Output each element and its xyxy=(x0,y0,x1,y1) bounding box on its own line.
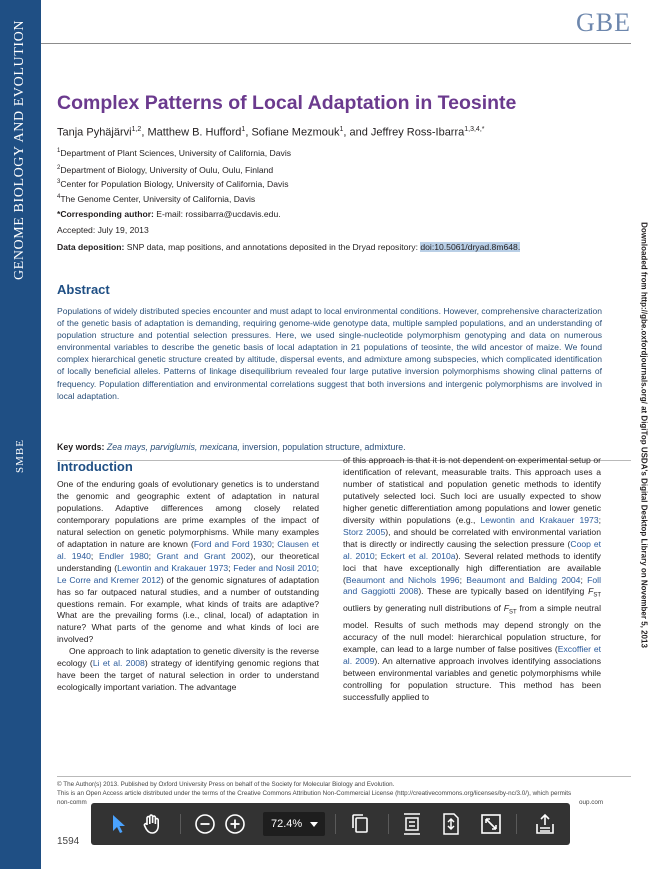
text-run: One of the enduring goals of evolutionary genetics is to understand the genomic and geographic extent of adaptation in natural populations. Adaptive differences among closely related contemporary populations are prime examples of the impact of natural selection on genetic polymorphisms. While many examples of adaptation in nature are known ( xyxy=(57,479,319,549)
text-column-right xyxy=(343,455,601,704)
toolbar-separator xyxy=(335,814,336,834)
zoom-level-value: 72.4% xyxy=(271,818,303,830)
keywords-italic: Zea mays, parviglumis, mexicana, xyxy=(104,442,240,452)
download-icon xyxy=(534,813,556,835)
citation-link[interactable]: Ford and Ford 1930 xyxy=(193,538,272,549)
citation-link[interactable]: Beaumont and Balding 2004 xyxy=(466,574,581,585)
zoom-level-select[interactable] xyxy=(263,812,325,836)
zoom-in-button[interactable] xyxy=(219,803,251,845)
society-name: SMBE xyxy=(14,439,26,473)
toolbar-separator xyxy=(388,814,389,834)
fit-width-icon xyxy=(441,812,461,836)
copy-pages-icon xyxy=(350,813,370,835)
author-affiliation: 1 xyxy=(339,126,344,133)
text-run: ; xyxy=(580,574,588,585)
text-run: ; xyxy=(374,550,381,561)
select-pointer-icon xyxy=(109,814,127,834)
author-affiliation: 1,3,4, xyxy=(464,126,482,133)
article-title: Complex Patterns of Local Adaptation in Teosinte xyxy=(57,92,517,114)
author-list xyxy=(57,126,485,139)
license-line-end: oup.com xyxy=(579,799,604,806)
pdf-toolbar xyxy=(91,803,570,845)
license-line: This is an Open Access article distributed under the terms of the Creative Commons Attribution Non-Commercial License (http://creativecommons.org/licenses/by-nc/3.0/), which permits xyxy=(57,790,572,797)
text-run: outliers by generating null distributions of xyxy=(343,603,504,614)
citation-link[interactable]: Grant and Grant 2002 xyxy=(156,550,251,561)
author-name: Jeffrey Ross-Ibarra xyxy=(370,126,465,139)
paragraph xyxy=(343,455,601,704)
toolbar-separator xyxy=(180,814,181,834)
text-run: ) of the genomic signatures of adaptation has so far outpaced natural studies, and a number of outstanding questions remain. For example, what kinds of traits are adaptive? What are the prevailing forms (i.e., clinal, local) of adaptation in nature? What parts of the genome and what kinds of loci are involved? xyxy=(57,574,319,645)
text-run: ; xyxy=(459,574,467,585)
author-separator: , xyxy=(141,126,148,139)
citation-link[interactable]: Feder and Nosil 2010 xyxy=(233,562,317,573)
text-column-left xyxy=(57,479,319,694)
citation-link[interactable]: Lewontin and Krakauer 1973 xyxy=(480,514,599,525)
text-run: ). An alternative approach involves identifying associations between environmental variables and genetic polymorphisms while controlling for population structure. This method has been successfully applied to xyxy=(343,655,601,702)
copyright-line: © The Author(s) 2013. Published by Oxford University Press on behalf of the Society for Molecular Biology and Evolution. xyxy=(57,781,395,788)
introduction-heading: Introduction xyxy=(57,459,133,474)
paragraph xyxy=(57,479,319,646)
citation-link[interactable]: Endler 1980 xyxy=(98,550,149,561)
author-affiliation: 1 xyxy=(241,126,246,133)
download-note: Downloaded from http://gbe.oxfordjournals.org/ at DigiTop USDA's Digital Desktop Library on November 5, 2013 xyxy=(639,222,649,648)
fit-page-icon xyxy=(402,812,422,836)
citation-link[interactable]: Clausen et al. 1940 xyxy=(57,538,319,561)
affiliation-text: The Genome Center, University of California, Davis xyxy=(60,194,256,204)
affiliation-line xyxy=(57,179,289,189)
page-number: 1594 xyxy=(57,836,80,847)
citation-link[interactable]: Coop et al. 2010 xyxy=(343,538,601,561)
text-run: ; xyxy=(316,562,319,573)
affiliation-text: Center for Population Biology, University of California, Davis xyxy=(60,179,289,189)
toolbar-separator xyxy=(516,814,517,834)
hand-tool-button[interactable] xyxy=(133,803,171,845)
author-affiliation: 1,2 xyxy=(131,126,142,133)
text-run: ; xyxy=(228,562,234,573)
text-run: ; xyxy=(271,538,278,549)
math-subscript: ST xyxy=(508,609,517,616)
citation-link[interactable]: Eckert et al. 2010a xyxy=(380,550,456,561)
affiliation-line xyxy=(57,148,291,158)
download-button[interactable] xyxy=(528,803,562,845)
author-name: Sofiane Mezmouk xyxy=(251,126,340,139)
affiliation-number: 4 xyxy=(57,194,61,201)
text-run: ), our theoretical understanding ( xyxy=(57,550,319,573)
citation-link[interactable]: Excoffier et al. 2009 xyxy=(343,643,601,666)
citation-link[interactable]: Lewontin and Krakauer 1973 xyxy=(117,562,229,573)
text-run: ; xyxy=(90,550,99,561)
affiliation-number: 3 xyxy=(57,179,61,186)
doi-link[interactable]: doi:10.5061/dryad.8m648. xyxy=(420,242,521,252)
affiliation-line xyxy=(57,165,273,175)
journal-logo: GBE xyxy=(576,8,631,37)
text-run: ) strategy of identifying genomic regions that have been the target of natural selection in order to understand ecologically important variation. The advantage xyxy=(57,658,320,693)
citation-link[interactable]: Li et al. 2008 xyxy=(92,658,145,669)
journal-sidebar xyxy=(0,0,41,869)
citation-link[interactable]: Foll and Gaggiotti 2008 xyxy=(343,574,601,597)
license-line-start: non-comm xyxy=(57,799,87,806)
keywords-label: Key words: xyxy=(57,442,105,452)
zoom-in-icon xyxy=(224,813,246,835)
math-symbol: F xyxy=(503,603,509,614)
data-deposition xyxy=(57,242,520,252)
abstract-heading: Abstract xyxy=(57,282,110,297)
author-separator: , and xyxy=(343,126,371,139)
text-run: One approach to link adaptation to genetic diversity is the reverse ecology ( xyxy=(57,646,319,669)
text-run: ). These are typically based on identifying xyxy=(418,586,589,597)
zoom-out-button[interactable] xyxy=(189,803,221,845)
text-run: ; xyxy=(598,514,601,525)
journal-name: GENOME BIOLOGY AND EVOLUTION xyxy=(12,19,27,281)
text-run: ). Several related methods to identify loci that have exceptionally high differentiation are available ( xyxy=(343,550,601,585)
footer-divider xyxy=(57,776,631,777)
affiliation-text: Department of Plant Sciences, University of California, Davis xyxy=(60,148,292,158)
author-separator: , xyxy=(245,126,252,139)
affiliation-number: 1 xyxy=(57,148,61,155)
zoom-out-icon xyxy=(194,813,216,835)
corresponding-email: E-mail: rossibarra@ucdavis.edu. xyxy=(153,209,281,219)
corresponding-label: *Corresponding author: xyxy=(57,209,154,219)
corresponding-mark: * xyxy=(481,126,485,133)
hand-pan-icon xyxy=(141,813,163,835)
header-divider xyxy=(41,43,631,44)
keywords-rest: inversion, population structure, admixture. xyxy=(239,442,406,452)
accepted-date: Accepted: July 19, 2013 xyxy=(57,225,149,235)
text-run: ), and should be correlated with environmental variation that is directly or indirectly causing the selection pressure ( xyxy=(343,526,601,549)
copy-pages-button[interactable] xyxy=(343,803,377,845)
fullscreen-icon xyxy=(480,813,502,835)
text-run: ; xyxy=(148,550,157,561)
affiliation-text: Department of Biology, University of Oulu, Oulu, Finland xyxy=(60,165,274,175)
paragraph xyxy=(57,646,319,694)
fit-page-button[interactable] xyxy=(396,803,428,845)
text-run: from a simple neutral model. Results of such methods may depend strongly on the accuracy of the null model: hierarchical population structure, for example, can lead to a large number of false positives ( xyxy=(343,603,601,654)
select-tool-button[interactable] xyxy=(99,803,137,845)
citation-link[interactable]: Storz 2005 xyxy=(343,526,386,537)
deposition-label: Data deposition: xyxy=(57,242,125,252)
fullscreen-button[interactable] xyxy=(475,803,507,845)
keywords xyxy=(57,442,406,452)
affiliation-number: 2 xyxy=(57,165,61,172)
fit-width-button[interactable] xyxy=(435,803,467,845)
corresponding-author xyxy=(57,209,281,219)
chevron-down-icon xyxy=(310,822,318,827)
abstract-text: Populations of widely distributed species encounter and must adapt to local environmental conditions. However, comprehensive characterization of the genetic basis of adaptation is demanding, requiring genome-wide genotype data, multiple sampled populations, and an understanding of population structure and potential selection pressures. Here, we used single-nucleotide polymorphism genotyping and data on numerous environmental variables to describe the genetic basis of local adaptation in 21 populations of teosinte, the wild ancestor of maize. We found complex hierarchical genetic structure created by altitude, dispersal events, and admixture among subspecies, which complicated identification of locally beneficial alleles. Patterns of linkage disequilibrium revealed four large putative inversion polymorphisms showing clinal patterns of frequency. Population differentiation and environmental correlations suggest that both inversions and intergenic polymorphisms are involved in local adaptation. xyxy=(57,306,602,401)
math-subscript: ST xyxy=(593,593,601,600)
deposition-text: SNP data, map positions, and annotations deposited in the Dryad repository: xyxy=(124,242,421,252)
author-name: Tanja Pyhäjärvi xyxy=(57,126,132,139)
affiliation-line xyxy=(57,194,255,204)
citation-link[interactable]: Le Corre and Kremer 2012 xyxy=(57,574,161,585)
math-symbol: F xyxy=(588,586,594,597)
author-name: Matthew B. Hufford xyxy=(147,126,242,139)
citation-link[interactable]: Beaumont and Nichols 1996 xyxy=(345,574,460,585)
text-run: of this approach is that it is not dependent on experimental setup or identification of relevant, measurable traits. This approach uses a number of statistical and population genetic methods to identify putatively selected loci. Such loci are usually expected to show higher genetic differentiation among populations and lower genetic diversity within populations (e.g., xyxy=(343,455,601,525)
